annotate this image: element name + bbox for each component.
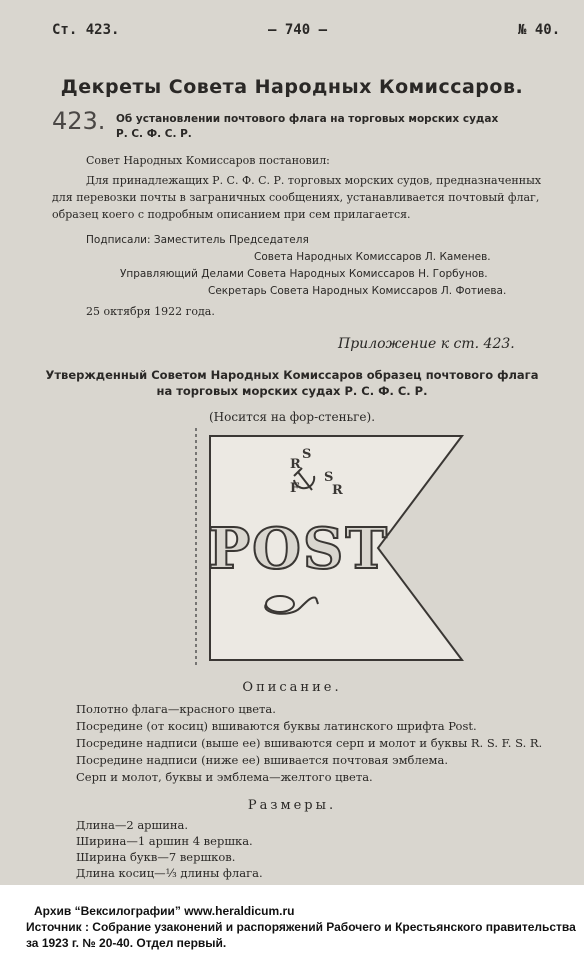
- appendix-title-line-1: Утвержденный Советом Народных Комиссаров образец почтового флага: [45, 368, 539, 382]
- decree-intro: Совет Народных Комиссаров постановил:: [86, 154, 330, 167]
- caption-archive: Архив “Вексилографии” www.heraldicum.ru: [34, 904, 295, 918]
- signature-line: Совета Народных Комиссаров Л. Каменев.: [254, 251, 491, 263]
- post-flag-illustration: [190, 428, 480, 673]
- caption-source: Источник : Собрание узаконений и распоряжений Рабочего и Крестьянского правительства: [26, 920, 576, 934]
- size-line: Длина косиц—⅓ длины флага.: [76, 866, 263, 880]
- flag-letter-s: S: [302, 447, 312, 462]
- article-number-header: Ст. 423.: [52, 22, 120, 38]
- decree-subject-line-2: Р. С. Ф. С. Р.: [116, 128, 192, 140]
- page-number: — 740 —: [268, 22, 328, 38]
- section-title: Декреты Совета Народных Комиссаров.: [60, 76, 524, 98]
- signature-line: Управляющий Делами Совета Народных Комиссаров Н. Горбунов.: [120, 268, 488, 280]
- flag-letter-f: F: [290, 481, 300, 496]
- appendix-label: Приложение к ст. 423.: [338, 336, 515, 352]
- description-line: Серп и молот, буквы и эмблема—желтого цвета.: [76, 770, 373, 784]
- flag-word-post: POST: [208, 516, 390, 582]
- description-line: Посредине надписи (ниже ее) вшивается почтовая эмблема.: [76, 753, 449, 767]
- description-line: Посредине надписи (выше ее) вшиваются серп и молот и буквы R. S. F. S. R.: [76, 736, 543, 750]
- decree-text-line: для перевозки почты в заграничных сообщениях, устанавливается почтовый флаг,: [52, 191, 540, 204]
- flag-letter-r-2: R: [332, 483, 343, 498]
- decree-date: 25 октября 1922 года.: [86, 305, 215, 318]
- size-line: Ширина—1 аршин 4 вершка.: [76, 834, 253, 848]
- issue-number: № 40.: [518, 22, 561, 38]
- appendix-title-line-2: на торговых морских судах Р. С. Ф. С. Р.: [156, 384, 428, 398]
- appendix-note: (Носится на фор-стеньге).: [208, 410, 376, 424]
- description-line: Полотно флага—красного цвета.: [76, 702, 276, 716]
- size-line: Длина—2 аршина.: [76, 818, 189, 832]
- decree-text-line: Для принадлежащих Р. С. Ф. С. Р. торговых морских судов, предназначенных: [86, 174, 542, 187]
- signature-line: Секретарь Совета Народных Комиссаров Л. Фотиева.: [208, 285, 507, 297]
- decree-text-line: образец коего с подробным описанием при сем прилагается.: [52, 208, 411, 221]
- flag-letter-s-2: S: [324, 470, 334, 485]
- description-line: Посредине (от косиц) вшиваются буквы латинского шрифта Post.: [76, 719, 477, 733]
- size-line: Ширина букв—7 вершков.: [76, 850, 236, 864]
- description-heading: Описание.: [242, 680, 342, 695]
- caption-source-issue: за 1923 г. № 20-40. Отдел первый.: [26, 936, 227, 950]
- decree-subject-line-1: Об установлении почтового флага на торговых морских судах: [116, 113, 499, 125]
- decree-number: 423.: [52, 107, 106, 135]
- flag-letter-r: R: [290, 457, 301, 472]
- signed-label: Подписали: Заместитель Председателя: [86, 234, 309, 246]
- sizes-heading: Размеры.: [247, 798, 337, 813]
